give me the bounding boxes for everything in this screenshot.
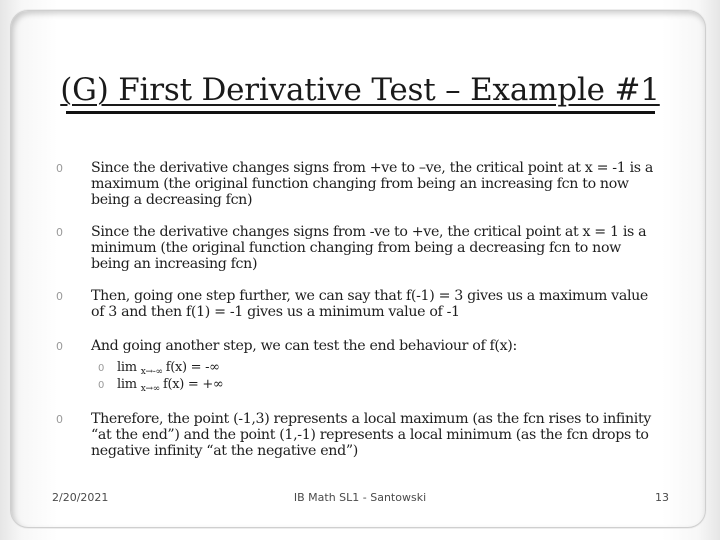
bullet-marker: 0 [56, 290, 63, 303]
bullet-list [56, 160, 656, 459]
bullet-text: Since the derivative changes signs from +ve to –ve, the critical point at x = -1 is a maximum (the original function changing from being an increasing fcn to now being a decreasing fcn) [91, 160, 653, 208]
bullet-marker: 0 [56, 413, 63, 426]
slide-title-text: (G) First Derivative Test – Example #1 [60, 72, 660, 108]
bullet-text: Since the derivative changes signs from -ve to +ve, the critical point at x = 1 is a minimum (the original function changing from being a decreasing fcn to now being an increasing fcn) [91, 224, 647, 272]
sub-bullet-marker: 0 [98, 363, 105, 374]
limit-label: lim [117, 360, 137, 375]
bullet-marker: 0 [56, 340, 63, 353]
limit-label: lim [117, 377, 137, 392]
limit-subscript: x→∞ [140, 384, 160, 394]
footer-title: IB Math SL1 - Santowski [293, 491, 427, 504]
sub-bullet-marker: 0 [98, 380, 105, 391]
page-number: 13 [655, 491, 669, 504]
bullet-text: Therefore, the point (-1,3) represents a local maximum (as the fcn rises to infinity “at the end”) and the point (1,-1) represents a local minimum (as the fcn drops to negative infinity “at the negative end”) [91, 411, 651, 459]
limit-expression: f(x) = -∞ [165, 360, 220, 375]
footer-center [0, 491, 720, 504]
limit-expression: f(x) = +∞ [162, 377, 224, 392]
bullet-item [56, 288, 656, 320]
title-underline [66, 111, 655, 114]
bullet-marker: 0 [56, 162, 63, 175]
sub-bullet-limit [56, 360, 656, 377]
bullet-item [56, 338, 656, 354]
bullet-item [56, 411, 656, 459]
bullet-text: Then, going one step further, we can say that f(-1) = 3 gives us a maximum value of 3 and then f(1) = -1 gives us a minimum value of -1 [91, 288, 648, 320]
footer-date: 2/20/2021 [52, 491, 109, 504]
sub-bullet-limit [56, 377, 656, 394]
bullet-item [56, 224, 656, 272]
limit-subscript: x→-∞ [140, 367, 163, 377]
bullet-marker: 0 [56, 226, 63, 239]
bullet-text: And going another step, we can test the end behaviour of f(x): [91, 338, 517, 354]
slide-title [0, 72, 720, 108]
bullet-item [56, 160, 656, 208]
